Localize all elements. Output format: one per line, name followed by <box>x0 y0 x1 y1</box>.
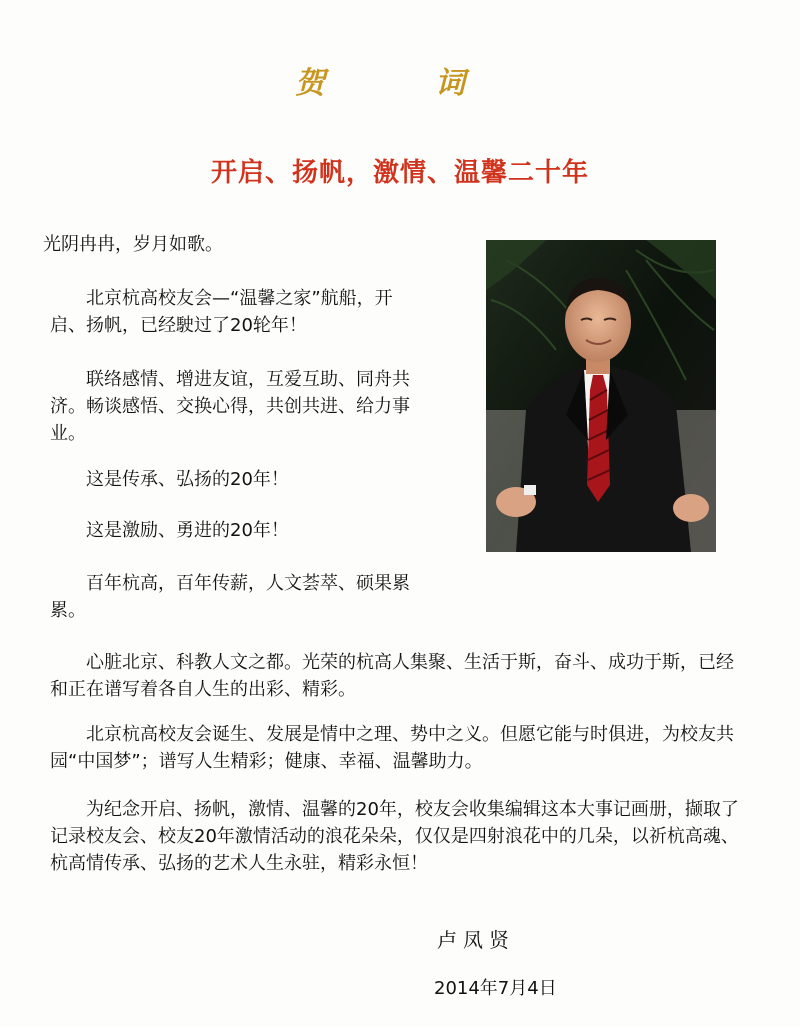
paragraph-9: 为纪念开启、扬帆，激情、温馨的20年，校友会收集编辑这本大事记画册，撷取了记录校友会、校友20年激情活动的浪花朵朵，仅仅是四射浪花中的几朵，以祈杭高魂、杭高情传承、弘扬的艺术人生永驻，精彩永恒！ <box>50 799 739 874</box>
paragraph-6: 百年杭高，百年传薪，人文荟萃、硕果累累。 <box>50 573 410 621</box>
document-date: 2014年7月4日 <box>434 978 557 999</box>
portrait-photo <box>486 240 716 552</box>
portrait-illustration <box>486 240 716 552</box>
signature: 卢凤贤 <box>437 928 515 952</box>
paragraph-7: 心脏北京、科教人文之都。光荣的杭高人集聚、生活于斯，奋斗、成功于斯，已经和正在谱写着各自人生的出彩、精彩。 <box>50 652 734 700</box>
document-subtitle: 开启、扬帆，激情、温馨二十年 <box>210 158 589 188</box>
paragraph-3: 联络感情、增进友谊，互爱互助、同舟共济。畅谈感悟、交换心得，共创共进、给力事业。 <box>50 369 410 444</box>
paragraph-8: 北京杭高校友会诞生、发展是情中之理、势中之义。但愿它能与时俱进，为校友共园“中国梦”；谱写人生精彩；健康、幸福、温馨助力。 <box>50 724 734 772</box>
paragraph-5: 这是激励、勇进的20年！ <box>50 520 289 541</box>
document-heading: 贺 词 <box>295 66 505 101</box>
paragraph-2: 北京杭高校友会—“温馨之家”航船，开启、扬帆，已经駛过了20轮年！ <box>50 288 393 336</box>
paragraph-1: 光阴冉冉，岁月如歌。 <box>43 234 223 255</box>
paragraph-4: 这是传承、弘扬的20年！ <box>50 469 289 490</box>
